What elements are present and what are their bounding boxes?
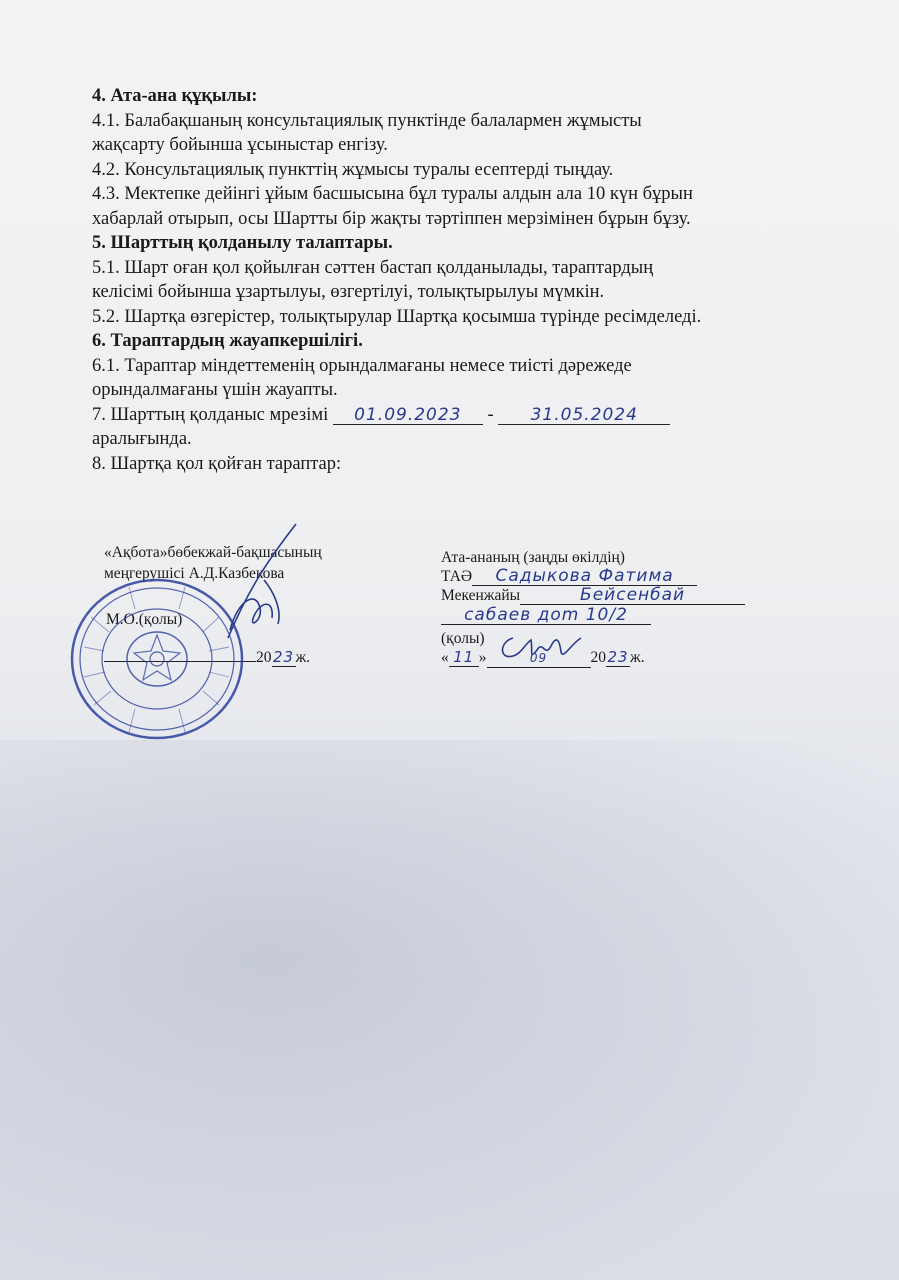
section6-item1-line2: орындалмағаны үшін жауапты. xyxy=(92,380,338,400)
section4-item1-line2: жақсарту бойынша ұсыныстар енгізу. xyxy=(92,135,388,155)
right-party-date: « 11 » 09 2023ж. xyxy=(441,648,645,666)
section6-item1-line1: 6.1. Тараптар міндеттеменің орындалмағаны немесе тиісті дәрежеде xyxy=(92,355,632,376)
section4-item2: 4.2. Консультациялық пункттің жұмысы туралы есептерді тыңдау. xyxy=(92,159,614,180)
section6-title: 6. Тараптардың жауапкершілігі. xyxy=(92,331,363,351)
parent-name: Садыкова Фатима xyxy=(472,567,697,586)
section4-item3-line2: хабарлай отырып, осы Шартты бір жақты тәртіппен мерзімінен бұрын бұзу. xyxy=(92,208,691,229)
right-party-line1: Ата-ананың (заңды өкілдің) xyxy=(441,549,625,566)
paper-shadow xyxy=(0,740,899,1280)
contract-body xyxy=(92,84,852,476)
left-party-date: 2023ж. xyxy=(104,648,310,667)
section5-item1-line1: 5.1. Шарт оған қол қойылған сәттен бастап қолданылады, тараптардың xyxy=(92,257,654,278)
section7-prefix: 7. Шарттың қолданыс мрезімі xyxy=(92,404,329,425)
right-party-sign-label: (қолы) xyxy=(441,630,485,647)
section5-item2: 5.2. Шартқа өзгерістер, толықтырулар Шартқа қосымша түрінде ресімделеді. xyxy=(92,306,702,327)
section5-item1-line2: келісімі бойынша ұзартылуы, өзгертілуі, толықтырылуы мүмкін. xyxy=(92,282,605,302)
section4-title: 4. Ата-ана құқылы: xyxy=(92,86,258,106)
section7-term-line xyxy=(92,403,852,428)
parent-address-1: Бейсенбай xyxy=(520,586,745,605)
parent-address-2: сабаев доm 10/2 xyxy=(441,606,651,625)
left-party-stamp-label: М.О.(қолы) xyxy=(106,611,183,628)
term-start-date: 01.09.2023 xyxy=(333,406,483,425)
head-signature-icon xyxy=(208,520,298,650)
left-party-line1: «Ақбота»бөбекжай-бақшасының xyxy=(104,544,322,561)
right-party-address-row2 xyxy=(441,606,651,625)
parent-signature-icon xyxy=(495,632,585,668)
left-party-line2: меңгерушісі А.Д.Казбекова xyxy=(104,565,285,582)
term-dash: - xyxy=(487,404,494,425)
section7-suffix: аралығында. xyxy=(92,429,192,449)
term-end-date: 31.05.2024 xyxy=(498,406,670,425)
right-party-address-row: Мекенжайы Бейсенбай xyxy=(441,586,745,605)
section4-item1-line1: 4.1. Балабақшаның консультациялық пунктінде балалармен жұмысты xyxy=(92,110,642,131)
section4-item3-line1: 4.3. Мектепке дейінгі ұйым басшысына бұл туралы алдын ала 10 күн бұрын xyxy=(92,184,693,204)
right-party-name-row: ТАӘ Садыкова Фатима xyxy=(441,567,697,586)
section5-title: 5. Шарттың қолданылу талаптары. xyxy=(92,233,393,253)
section8-title: 8. Шартқа қол қойған тараптар: xyxy=(92,453,342,474)
